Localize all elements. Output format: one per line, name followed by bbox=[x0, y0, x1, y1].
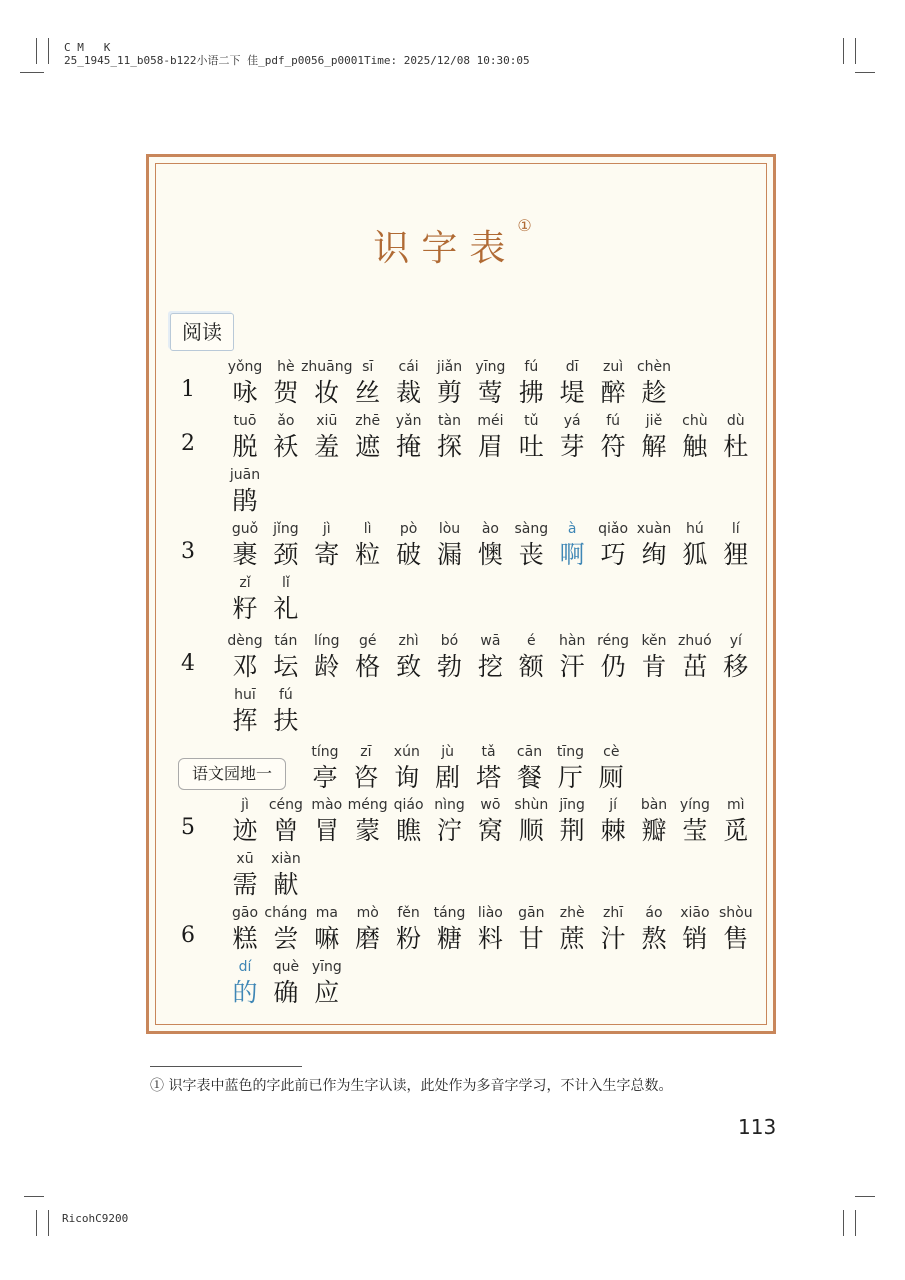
pinyin: xiāo bbox=[680, 905, 710, 921]
lesson-number: 3 bbox=[181, 539, 195, 564]
pinyin: jǐng bbox=[273, 521, 299, 537]
pinyin: tīng bbox=[556, 744, 584, 760]
character-cell bbox=[266, 685, 306, 737]
pinyin: shùn bbox=[514, 797, 549, 813]
pinyin: qiǎo bbox=[598, 521, 629, 537]
pinyin: mào bbox=[311, 797, 343, 813]
hanzi: 懊 bbox=[477, 540, 503, 569]
hanzi: 籽 bbox=[232, 594, 258, 623]
hanzi: 绚 bbox=[641, 540, 667, 569]
hanzi: 需 bbox=[232, 870, 258, 899]
pinyin: zī bbox=[360, 744, 372, 760]
hanzi: 邓 bbox=[232, 652, 258, 681]
hanzi: 窝 bbox=[477, 816, 503, 845]
hanzi: 蒙 bbox=[355, 816, 381, 845]
pinyin: jí bbox=[609, 797, 617, 813]
lesson-number: 1 bbox=[181, 377, 195, 402]
pinyin: lǐ bbox=[282, 575, 290, 591]
pinyin: tàn bbox=[438, 413, 461, 429]
character-row bbox=[0, 957, 905, 1011]
pinyin: jì bbox=[241, 797, 249, 813]
hanzi: 醉 bbox=[600, 378, 626, 407]
hanzi: 仍 bbox=[600, 652, 626, 681]
hanzi: 挥 bbox=[232, 706, 258, 735]
hanzi: 扶 bbox=[273, 706, 299, 735]
character-row bbox=[0, 573, 905, 627]
hanzi: 餐 bbox=[516, 763, 542, 792]
pinyin: ào bbox=[481, 521, 499, 537]
pinyin: líng bbox=[314, 633, 340, 649]
pinyin: cái bbox=[398, 359, 419, 375]
hanzi: 裹 bbox=[232, 540, 258, 569]
hanzi: 甘 bbox=[518, 924, 544, 953]
hanzi: 巧 bbox=[600, 540, 626, 569]
hanzi: 脱 bbox=[232, 432, 258, 461]
hanzi: 裁 bbox=[396, 378, 422, 407]
character-cell bbox=[634, 357, 674, 409]
hanzi: 料 bbox=[477, 924, 503, 953]
pinyin: xuàn bbox=[636, 521, 672, 537]
pinyin: réng bbox=[597, 633, 629, 649]
hanzi: 寄 bbox=[314, 540, 340, 569]
crop-mark bbox=[855, 72, 875, 73]
hanzi: 挖 bbox=[477, 652, 503, 681]
character-row bbox=[0, 903, 905, 957]
character-cell bbox=[716, 631, 756, 683]
hanzi: 丧 bbox=[518, 540, 544, 569]
pinyin: zhī bbox=[603, 905, 624, 921]
pinyin: pò bbox=[399, 521, 418, 537]
pinyin: lí bbox=[731, 521, 740, 537]
pinyin: céng bbox=[268, 797, 303, 813]
pinyin: hè bbox=[277, 359, 295, 375]
hanzi: 粒 bbox=[355, 540, 381, 569]
hanzi: 糕 bbox=[232, 924, 258, 953]
pinyin: gāo bbox=[231, 905, 259, 921]
pinyin: dī bbox=[565, 359, 579, 375]
hanzi: 糖 bbox=[436, 924, 462, 953]
hanzi: 剧 bbox=[435, 763, 461, 792]
pinyin: hú bbox=[686, 521, 704, 537]
pinyin: tíng bbox=[311, 744, 339, 760]
character-row bbox=[0, 519, 905, 573]
hanzi: 荆 bbox=[559, 816, 585, 845]
crop-mark bbox=[24, 1196, 44, 1197]
hanzi: 瓣 bbox=[641, 816, 667, 845]
hanzi: 鹃 bbox=[232, 486, 258, 515]
pinyin: jīng bbox=[559, 797, 585, 813]
pinyin: tán bbox=[274, 633, 298, 649]
hanzi: 磨 bbox=[355, 924, 381, 953]
pinyin: zuì bbox=[603, 359, 624, 375]
hanzi: 泞 bbox=[436, 816, 462, 845]
pinyin: yí bbox=[729, 633, 742, 649]
pinyin: à bbox=[567, 521, 577, 537]
pinyin: xiū bbox=[316, 413, 338, 429]
crop-mark bbox=[855, 38, 856, 64]
hanzi: 掩 bbox=[396, 432, 422, 461]
hanzi: 售 bbox=[723, 924, 749, 953]
pinyin: nìng bbox=[434, 797, 465, 813]
pinyin: zhè bbox=[559, 905, 585, 921]
hanzi: 触 bbox=[682, 432, 708, 461]
pinyin: xún bbox=[393, 744, 420, 760]
character-row bbox=[0, 411, 905, 465]
footnote: ① 识字表中蓝色的字此前已作为生字认读，此处作为多音字学习，不计入生字总数。 bbox=[150, 1078, 673, 1094]
hanzi: 芽 bbox=[559, 432, 585, 461]
pinyin: lì bbox=[363, 521, 372, 537]
character-row bbox=[0, 685, 905, 739]
pinyin: zhì bbox=[398, 633, 419, 649]
hanzi: 羞 bbox=[314, 432, 340, 461]
crop-mark bbox=[843, 1210, 844, 1236]
hanzi: 曾 bbox=[273, 816, 299, 845]
hanzi: 堤 bbox=[559, 378, 585, 407]
character-cell bbox=[716, 519, 756, 571]
pinyin: bàn bbox=[640, 797, 668, 813]
hanzi: 蔗 bbox=[559, 924, 585, 953]
pinyin: yǒng bbox=[227, 359, 263, 375]
pinyin: fěn bbox=[397, 905, 420, 921]
pinyin: guǒ bbox=[231, 521, 259, 537]
hanzi: 顺 bbox=[518, 816, 544, 845]
crop-mark bbox=[20, 72, 44, 73]
pinyin: tǎ bbox=[481, 744, 496, 760]
hanzi: 眉 bbox=[477, 432, 503, 461]
crop-mark bbox=[855, 1210, 856, 1236]
hanzi: 额 bbox=[518, 652, 544, 681]
pinyin: mì bbox=[727, 797, 745, 813]
pinyin: wō bbox=[480, 797, 501, 813]
hanzi: 销 bbox=[682, 924, 708, 953]
pinyin: sī bbox=[362, 359, 374, 375]
footnote-divider bbox=[150, 1066, 302, 1067]
pinyin: kěn bbox=[641, 633, 667, 649]
hanzi: 致 bbox=[396, 652, 422, 681]
hanzi: 剪 bbox=[436, 378, 462, 407]
hanzi: 丝 bbox=[355, 378, 381, 407]
hanzi: 坛 bbox=[273, 652, 299, 681]
pinyin: chù bbox=[682, 413, 708, 429]
pinyin: xiàn bbox=[271, 851, 301, 867]
pinyin: wā bbox=[480, 633, 501, 649]
hanzi: 嘛 bbox=[314, 924, 340, 953]
hanzi: 狸 bbox=[723, 540, 749, 569]
hanzi: 觅 bbox=[723, 816, 749, 845]
hanzi: 趁 bbox=[641, 378, 667, 407]
pinyin: dèng bbox=[227, 633, 263, 649]
pinyin: jiǎn bbox=[436, 359, 463, 375]
section-tag-garden: 语文园地一 bbox=[178, 758, 286, 790]
pinyin: yíng bbox=[679, 797, 710, 813]
hanzi: 的 bbox=[232, 978, 258, 1007]
character-cell bbox=[591, 742, 631, 794]
hanzi: 茁 bbox=[682, 652, 708, 681]
pinyin: dù bbox=[726, 413, 745, 429]
page-title-text: 识字表 bbox=[373, 228, 518, 269]
pinyin: fú bbox=[524, 359, 539, 375]
hanzi: 确 bbox=[273, 978, 299, 1007]
pinyin: tǔ bbox=[524, 413, 539, 429]
hanzi: 狐 bbox=[682, 540, 708, 569]
hanzi: 冒 bbox=[314, 816, 340, 845]
pinyin: tuō bbox=[233, 413, 257, 429]
hanzi: 格 bbox=[355, 652, 381, 681]
hanzi: 应 bbox=[314, 978, 340, 1007]
hanzi: 杜 bbox=[723, 432, 749, 461]
crop-mark bbox=[36, 38, 37, 64]
hanzi: 亭 bbox=[312, 763, 338, 792]
hanzi: 汁 bbox=[600, 924, 626, 953]
pinyin: cè bbox=[603, 744, 620, 760]
page-title bbox=[0, 216, 905, 271]
pinyin: què bbox=[272, 959, 300, 975]
pinyin: liào bbox=[477, 905, 503, 921]
hanzi: 瞧 bbox=[396, 816, 422, 845]
hanzi: 尝 bbox=[273, 924, 299, 953]
character-cell bbox=[225, 465, 265, 517]
pinyin: dí bbox=[238, 959, 252, 975]
pinyin: xū bbox=[236, 851, 254, 867]
pinyin: méng bbox=[347, 797, 388, 813]
hanzi: 询 bbox=[394, 763, 420, 792]
pinyin: jiě bbox=[645, 413, 663, 429]
character-cell bbox=[266, 849, 306, 901]
crop-mark bbox=[855, 1196, 875, 1197]
pinyin: táng bbox=[433, 905, 466, 921]
hanzi: 袄 bbox=[273, 432, 299, 461]
hanzi: 龄 bbox=[314, 652, 340, 681]
pinyin: yǎn bbox=[395, 413, 422, 429]
character-cell bbox=[716, 903, 756, 955]
hanzi: 解 bbox=[641, 432, 667, 461]
character-row bbox=[0, 742, 905, 796]
hanzi: 妆 bbox=[314, 378, 340, 407]
pinyin: fú bbox=[278, 687, 293, 703]
hanzi: 礼 bbox=[273, 594, 299, 623]
pinyin: gé bbox=[358, 633, 377, 649]
pinyin: hàn bbox=[559, 633, 586, 649]
hanzi: 符 bbox=[600, 432, 626, 461]
print-header-info: 25_1945_11_b058-b122小语二下 佳_pdf_p0056_p0001Time: 2025/12/08 10:30:05 bbox=[64, 54, 530, 67]
crop-mark bbox=[48, 1210, 49, 1236]
character-row bbox=[0, 631, 905, 685]
pinyin: zhē bbox=[355, 413, 381, 429]
print-header-marks: C M K bbox=[64, 41, 111, 54]
character-cell bbox=[266, 573, 306, 625]
hanzi: 献 bbox=[273, 870, 299, 899]
pinyin: shòu bbox=[718, 905, 753, 921]
pinyin: ma bbox=[315, 905, 338, 921]
lesson-number: 5 bbox=[181, 815, 195, 840]
hanzi: 咨 bbox=[353, 763, 379, 792]
hanzi: 粉 bbox=[396, 924, 422, 953]
pinyin: yīng bbox=[311, 959, 342, 975]
pinyin: fú bbox=[606, 413, 620, 429]
hanzi: 遮 bbox=[355, 432, 381, 461]
hanzi: 破 bbox=[396, 540, 422, 569]
hanzi: 拂 bbox=[518, 378, 544, 407]
pinyin: sàng bbox=[514, 521, 549, 537]
pinyin: jù bbox=[441, 744, 455, 760]
pinyin: zhuāng bbox=[301, 359, 353, 375]
pinyin: yá bbox=[563, 413, 581, 429]
hanzi: 咏 bbox=[232, 378, 258, 407]
section-tag-reading: 阅读 bbox=[170, 313, 234, 351]
hanzi: 探 bbox=[436, 432, 462, 461]
hanzi: 塔 bbox=[476, 763, 502, 792]
hanzi: 吐 bbox=[518, 432, 544, 461]
crop-mark bbox=[36, 1210, 37, 1236]
pinyin: jì bbox=[322, 521, 331, 537]
hanzi: 勃 bbox=[436, 652, 462, 681]
character-cell bbox=[307, 957, 347, 1009]
lesson-number: 6 bbox=[181, 923, 195, 948]
pinyin: méi bbox=[477, 413, 504, 429]
hanzi: 啊 bbox=[559, 540, 585, 569]
character-row bbox=[0, 849, 905, 903]
hanzi: 肯 bbox=[641, 652, 667, 681]
device-label: RicohC9200 bbox=[62, 1212, 129, 1225]
character-row bbox=[0, 357, 905, 411]
hanzi: 厅 bbox=[557, 763, 583, 792]
hanzi: 贺 bbox=[273, 378, 299, 407]
pinyin: zǐ bbox=[239, 575, 251, 591]
pinyin: ǎo bbox=[277, 413, 295, 429]
hanzi: 迹 bbox=[232, 816, 258, 845]
footnote-marker: ① bbox=[517, 216, 532, 235]
pinyin: huī bbox=[234, 687, 256, 703]
hanzi: 厕 bbox=[598, 763, 624, 792]
pinyin: gān bbox=[518, 905, 545, 921]
character-cell bbox=[716, 411, 756, 463]
pinyin: bó bbox=[440, 633, 459, 649]
hanzi: 汗 bbox=[559, 652, 585, 681]
pinyin: áo bbox=[645, 905, 663, 921]
pinyin: qiáo bbox=[393, 797, 424, 813]
pinyin: cān bbox=[516, 744, 543, 760]
pinyin: zhuó bbox=[678, 633, 712, 649]
hanzi: 莺 bbox=[477, 378, 503, 407]
character-cell bbox=[716, 795, 756, 847]
character-row bbox=[0, 795, 905, 849]
page-number: 113 bbox=[738, 1115, 777, 1139]
print-header bbox=[64, 41, 530, 67]
pinyin: cháng bbox=[264, 905, 308, 921]
pinyin: chèn bbox=[636, 359, 672, 375]
pinyin: lòu bbox=[438, 521, 461, 537]
pinyin: juān bbox=[229, 467, 261, 483]
hanzi: 颈 bbox=[273, 540, 299, 569]
hanzi: 莹 bbox=[682, 816, 708, 845]
pinyin: mò bbox=[356, 905, 379, 921]
hanzi: 棘 bbox=[600, 816, 626, 845]
pinyin: yīng bbox=[475, 359, 506, 375]
hanzi: 移 bbox=[723, 652, 749, 681]
lesson-number: 4 bbox=[181, 651, 195, 676]
pinyin: é bbox=[526, 633, 536, 649]
lesson-number: 2 bbox=[181, 431, 195, 456]
character-row bbox=[0, 465, 905, 519]
crop-mark bbox=[48, 38, 49, 64]
hanzi: 漏 bbox=[436, 540, 462, 569]
crop-mark bbox=[843, 38, 844, 64]
hanzi: 熬 bbox=[641, 924, 667, 953]
